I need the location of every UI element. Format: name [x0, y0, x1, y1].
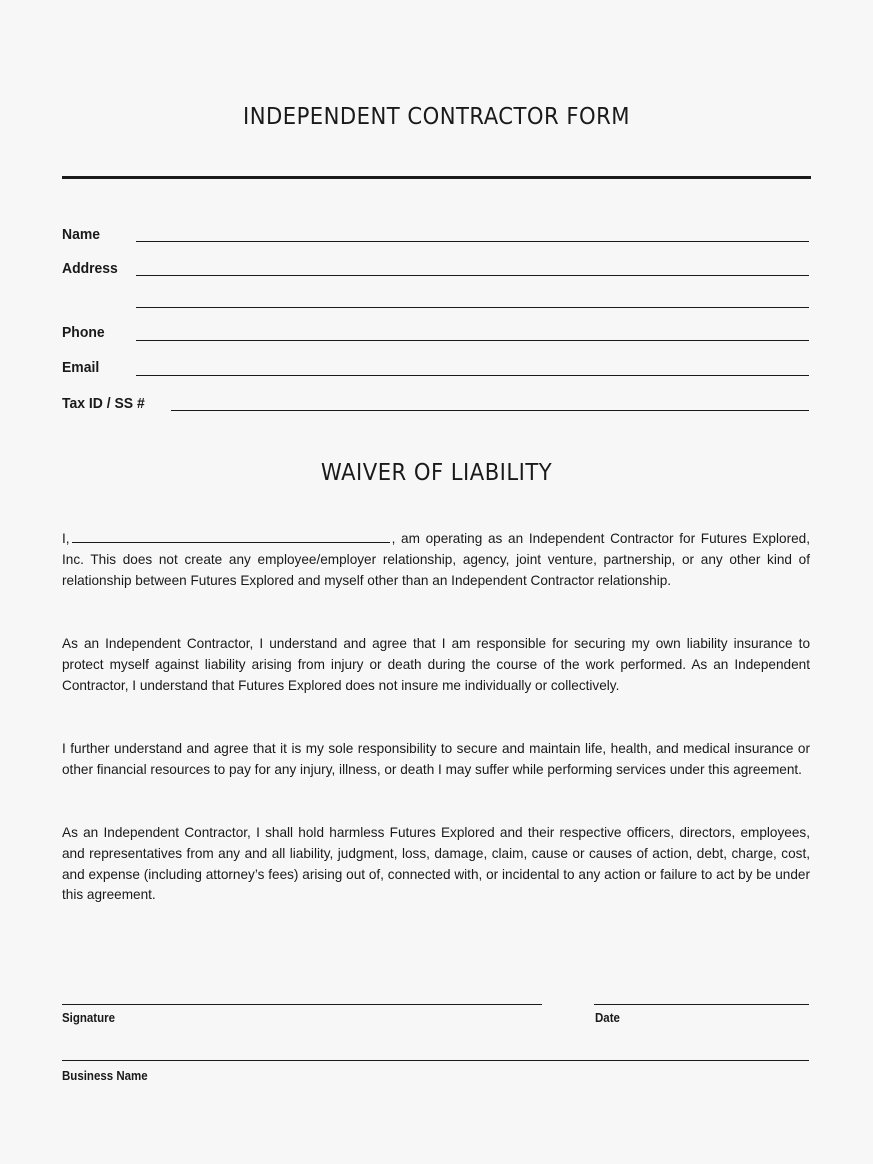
- waiver-paragraph-2: As an Independent Contractor, I understand and agree that I am responsible for securing my own liability insurance to protect myself against liability arising from injury or death during the course of the work performed. As an Independent Contractor, I understand that Futures Explored does not insure me individually or collectively.: [62, 636, 810, 693]
- waiver-title: WAIVER OF LIABILITY: [320, 460, 553, 486]
- signature-field[interactable]: [62, 1004, 542, 1005]
- email-label: Email: [62, 359, 100, 376]
- tax-id-field[interactable]: [171, 410, 809, 411]
- address-label: Address: [62, 260, 118, 277]
- signature-label: Signature: [62, 1011, 116, 1025]
- waiver-paragraph-1: I, , am operating as an Independent Contractor for Futures Explored, Inc. This does not create any employee/employer relationship, agency, joint venture, partnership, or any other kind of relationship between Futures Explored and myself other than an Independent Contractor relationship.: [62, 531, 810, 588]
- waiver-paragraph-1-text: am operating as an Independent Contractor for Futures Explored, Inc. This does not create any employee/employer relationship, agency, joint venture, partnership, or any other kind of relationship between Futures Explored and myself other than an Independent Contractor relationship.: [62, 531, 810, 588]
- address-field-line-1[interactable]: [136, 275, 809, 276]
- waiver-name-prefix: I,: [62, 531, 70, 546]
- form-title: INDEPENDENT CONTRACTOR FORM: [243, 104, 630, 130]
- email-field[interactable]: [136, 375, 809, 376]
- business-name-field[interactable]: [62, 1060, 809, 1061]
- business-name-label: Business Name: [62, 1069, 148, 1083]
- phone-label: Phone: [62, 324, 105, 341]
- waiver-paragraph-3: I further understand and agree that it is my sole responsibility to secure and maintain life, health, and medical insurance or other financial resources to pay for any injury, illness, or death I may suffer while performing services under this agreement.: [62, 741, 810, 777]
- phone-field[interactable]: [136, 340, 809, 341]
- date-field[interactable]: [594, 1004, 809, 1005]
- address-field-line-2[interactable]: [136, 307, 809, 308]
- title-divider: [62, 176, 811, 179]
- date-label: Date: [595, 1011, 620, 1025]
- name-label: Name: [62, 226, 100, 243]
- tax-id-label: Tax ID / SS #: [62, 395, 145, 412]
- contractor-name-blank[interactable]: [72, 529, 390, 543]
- name-field[interactable]: [136, 241, 809, 242]
- waiver-paragraph-4: As an Independent Contractor, I shall hold harmless Futures Explored and their respective officers, directors, employees, and representatives from any and all liability, judgment, loss, damage, claim, cause or causes of action, debt, charge, cost, and expense (including attorney’s fees) arising out of, connected with, or incidental to any action or failure to act by be under this agreement.: [62, 825, 810, 903]
